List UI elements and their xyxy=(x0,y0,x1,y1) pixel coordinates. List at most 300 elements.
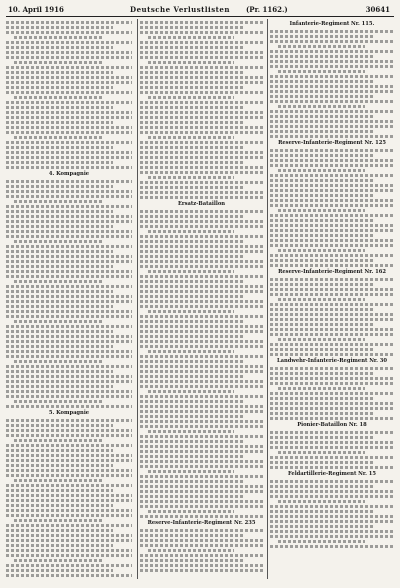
entry-line xyxy=(270,100,394,103)
entry-line xyxy=(6,569,113,572)
entry-line xyxy=(6,464,113,467)
entry-line xyxy=(6,434,132,437)
entry-line xyxy=(270,95,375,98)
entry-line xyxy=(6,180,132,183)
entry-line xyxy=(6,101,132,104)
entry-line xyxy=(14,96,102,99)
entry-line xyxy=(140,235,263,238)
entry-line xyxy=(140,405,263,408)
entry-line xyxy=(6,161,113,164)
entry-line xyxy=(6,469,132,472)
section-heading: 4. Kompagnie xyxy=(48,171,90,177)
entry-line xyxy=(14,240,102,243)
entry-line xyxy=(140,300,263,303)
entry-line xyxy=(6,230,132,233)
entry-line xyxy=(270,234,375,237)
entry-line xyxy=(140,365,263,368)
entry-line xyxy=(140,529,263,532)
entry-line xyxy=(6,86,113,89)
entry-line xyxy=(6,126,132,129)
entry-line xyxy=(140,375,245,378)
entry-line xyxy=(270,199,394,202)
entry-line xyxy=(148,350,234,353)
entry-line xyxy=(6,474,132,477)
entry-line xyxy=(6,375,132,378)
entry-line xyxy=(6,380,132,383)
entry-line xyxy=(6,275,132,278)
entry-line xyxy=(6,524,132,527)
entry-line xyxy=(6,71,113,74)
header-issue: (Pr. 1162.) xyxy=(246,5,288,14)
entry-line xyxy=(6,315,132,318)
entry-line xyxy=(278,249,365,252)
entry-line xyxy=(6,21,132,24)
entry-line xyxy=(270,505,394,508)
entry-line xyxy=(140,31,263,34)
entry-line xyxy=(6,111,132,114)
entry-line xyxy=(14,439,102,442)
entry-line xyxy=(140,569,263,572)
entry-line xyxy=(140,380,263,383)
entry-line xyxy=(14,61,102,64)
entry-line xyxy=(140,534,245,537)
entry-line xyxy=(278,298,365,301)
entry-line xyxy=(140,465,263,468)
entry-line xyxy=(140,395,263,398)
entry-line xyxy=(270,219,375,222)
entry-line xyxy=(140,400,245,403)
entry-line xyxy=(140,166,263,169)
entry-line xyxy=(6,215,132,218)
entry-line xyxy=(6,310,132,313)
entry-line xyxy=(270,490,394,493)
entry-line xyxy=(140,121,245,124)
entry-line xyxy=(6,121,113,124)
entry-line xyxy=(140,410,263,413)
entry-line xyxy=(270,407,394,410)
entry-line xyxy=(6,290,113,293)
entry-line xyxy=(270,431,394,434)
entry-line xyxy=(148,510,234,513)
entry-line xyxy=(6,330,113,333)
entry-line xyxy=(140,240,245,243)
entry-line xyxy=(140,290,263,293)
entry-line xyxy=(140,340,263,343)
entry-line xyxy=(270,120,394,123)
entry-line xyxy=(6,46,113,49)
entry-line xyxy=(270,441,394,444)
entry-line xyxy=(270,308,375,311)
entry-line xyxy=(140,330,263,333)
entry-line xyxy=(140,460,263,463)
page-header xyxy=(6,4,394,17)
entry-line xyxy=(6,270,132,273)
entry-line xyxy=(278,540,365,543)
entry-line xyxy=(270,485,375,488)
entry-line xyxy=(140,116,263,119)
entry-line xyxy=(140,111,263,114)
entry-line xyxy=(270,382,394,385)
entry-line xyxy=(140,250,263,253)
entry-line xyxy=(6,225,113,228)
entry-line xyxy=(140,385,263,388)
entry-line xyxy=(140,280,245,283)
entry-line xyxy=(270,214,394,217)
entry-line xyxy=(140,26,245,29)
entry-line xyxy=(6,51,132,54)
entry-line xyxy=(270,402,394,405)
entry-line xyxy=(140,370,263,373)
entry-line xyxy=(270,520,394,523)
entry-line xyxy=(140,86,245,89)
entry-line xyxy=(140,275,263,278)
entry-line xyxy=(6,529,113,532)
entry-line xyxy=(270,446,394,449)
entry-line xyxy=(148,176,234,179)
entry-line xyxy=(140,196,263,199)
entry-line xyxy=(148,136,234,139)
entry-line xyxy=(6,564,132,567)
entry-line xyxy=(140,475,263,478)
entry-line xyxy=(270,110,394,113)
entry-line xyxy=(6,395,132,398)
entry-line xyxy=(270,392,394,395)
section-heading: Ersatz-Bataillon xyxy=(177,201,226,207)
entry-line xyxy=(270,174,394,177)
entry-line xyxy=(6,265,113,268)
entry-line xyxy=(270,50,394,53)
entry-line xyxy=(270,189,394,192)
entry-line xyxy=(6,370,113,373)
entry-line xyxy=(148,61,234,64)
header-date: 10. April 1916 xyxy=(8,5,64,14)
entry-line xyxy=(6,300,132,303)
entry-line xyxy=(6,544,113,547)
entry-line xyxy=(140,559,245,562)
entry-line xyxy=(6,81,132,84)
entry-line xyxy=(270,278,394,281)
entry-line xyxy=(6,489,113,492)
entry-line xyxy=(140,480,245,483)
entry-line xyxy=(270,323,375,326)
entry-line xyxy=(6,574,132,577)
entry-line xyxy=(6,335,132,338)
entry-line xyxy=(6,365,132,368)
entry-line xyxy=(140,539,263,542)
entry-line xyxy=(270,495,394,498)
entry-line xyxy=(6,419,132,422)
entry-line xyxy=(140,435,263,438)
entry-line xyxy=(148,310,234,313)
entry-line xyxy=(6,210,113,213)
entry-line xyxy=(140,91,263,94)
entry-line xyxy=(6,66,132,69)
entry-line xyxy=(270,135,394,138)
entry-line xyxy=(140,46,245,49)
entry-line xyxy=(6,514,132,517)
section-heading: Reserve-Infanterie-Regiment Nr. 125 xyxy=(278,140,386,146)
entry-line xyxy=(6,41,132,44)
section-heading: Feldartillerie-Regiment Nr. 15 xyxy=(288,471,376,477)
entry-line xyxy=(140,490,263,493)
entry-line xyxy=(140,76,263,79)
entry-line xyxy=(270,90,394,93)
entry-line xyxy=(6,156,132,159)
entry-line xyxy=(270,530,394,533)
entry-line xyxy=(6,305,113,308)
entry-line xyxy=(14,200,102,203)
entry-line xyxy=(140,186,245,189)
entry-line xyxy=(140,161,245,164)
entry-line xyxy=(278,70,365,73)
entry-line xyxy=(270,159,394,162)
entry-line xyxy=(278,451,365,454)
entry-line xyxy=(278,338,365,341)
entry-line xyxy=(140,210,263,213)
entry-line xyxy=(6,539,132,542)
entry-line xyxy=(270,353,394,356)
entry-line xyxy=(148,390,234,393)
entry-line xyxy=(6,151,132,154)
entry-line xyxy=(270,149,394,152)
entry-line xyxy=(270,343,394,346)
entry-line xyxy=(140,355,263,358)
entry-line xyxy=(14,479,102,482)
entry-line xyxy=(6,235,132,238)
entry-line xyxy=(140,81,263,84)
entry-line xyxy=(6,350,132,353)
entry-line xyxy=(270,545,394,548)
entry-line xyxy=(140,191,263,194)
entry-line xyxy=(270,510,375,513)
entry-line xyxy=(270,328,394,331)
entry-line xyxy=(6,141,132,144)
entry-line xyxy=(14,559,102,562)
entry-line xyxy=(140,495,245,498)
entry-line xyxy=(270,283,375,286)
entry-line xyxy=(140,151,263,154)
entry-line xyxy=(6,146,113,149)
entry-line xyxy=(14,36,102,39)
header-page-number: 30641 xyxy=(365,5,390,14)
entry-line xyxy=(14,136,102,139)
entry-line xyxy=(6,91,132,94)
entry-line xyxy=(6,116,132,119)
entry-line xyxy=(270,130,375,133)
entry-line xyxy=(270,254,394,257)
entry-line xyxy=(6,429,132,432)
entry-line xyxy=(140,285,263,288)
entry-line xyxy=(140,71,245,74)
entry-line xyxy=(140,500,263,503)
entry-line xyxy=(270,55,375,58)
entry-line xyxy=(140,255,245,258)
entry-line xyxy=(270,194,375,197)
entry-line xyxy=(270,115,375,118)
entry-line xyxy=(140,56,263,59)
entry-line xyxy=(140,101,263,104)
entry-line xyxy=(270,313,394,316)
entry-line xyxy=(140,131,263,134)
entry-line xyxy=(14,280,102,283)
entry-line xyxy=(6,509,132,512)
entry-line xyxy=(270,466,394,469)
entry-line xyxy=(270,397,375,400)
entry-line xyxy=(140,440,245,443)
entry-line xyxy=(270,412,375,415)
entry-line xyxy=(6,195,132,198)
entry-line xyxy=(148,230,234,233)
entry-line xyxy=(14,360,102,363)
section-heading: Reserve-Infanterie-Regiment Nr. 162 xyxy=(278,269,386,275)
column-1 xyxy=(6,19,132,579)
entry-line xyxy=(140,51,263,54)
entry-line xyxy=(270,65,394,68)
entry-line xyxy=(6,390,132,393)
entry-line xyxy=(140,455,245,458)
entry-line xyxy=(140,66,263,69)
entry-line xyxy=(6,449,113,452)
entry-line xyxy=(6,166,132,169)
section-heading: Landwehr-Infanterie-Regiment Nr. 30 xyxy=(276,358,388,364)
entry-line xyxy=(14,400,102,403)
entry-line xyxy=(148,430,234,433)
entry-line xyxy=(6,454,132,457)
entry-line xyxy=(270,264,394,267)
entry-line xyxy=(270,60,394,63)
entry-line xyxy=(278,387,365,390)
entry-line xyxy=(270,30,394,33)
entry-line xyxy=(270,293,394,296)
entry-line xyxy=(140,345,263,348)
entry-line xyxy=(140,215,245,218)
entry-line xyxy=(140,325,263,328)
column-2 xyxy=(137,19,263,579)
entry-line xyxy=(270,75,394,78)
entry-line xyxy=(270,204,394,207)
entry-line xyxy=(270,525,375,528)
entry-line xyxy=(148,270,234,273)
entry-line xyxy=(6,220,132,223)
entry-line xyxy=(6,31,132,34)
entry-line xyxy=(270,239,394,242)
entry-line xyxy=(6,255,132,258)
entry-line xyxy=(6,190,132,193)
entry-line xyxy=(270,535,394,538)
entry-line xyxy=(140,445,263,448)
entry-line xyxy=(140,21,263,24)
entry-line xyxy=(140,181,263,184)
entry-line xyxy=(6,385,113,388)
entry-line xyxy=(140,425,263,428)
entry-line xyxy=(270,40,394,43)
entry-line xyxy=(6,459,132,462)
entry-line xyxy=(140,305,263,308)
entry-line xyxy=(6,340,132,343)
entry-line xyxy=(140,544,263,547)
entry-line xyxy=(6,325,132,328)
entry-line xyxy=(6,245,132,248)
entry-line xyxy=(140,415,245,418)
entry-line xyxy=(270,348,375,351)
entry-line xyxy=(270,164,394,167)
entry-line xyxy=(270,480,394,483)
entry-line xyxy=(6,205,132,208)
entry-line xyxy=(270,372,375,375)
entry-line xyxy=(270,229,394,232)
entry-line xyxy=(140,126,263,129)
entry-line xyxy=(270,461,375,464)
entry-line xyxy=(140,515,263,518)
entry-line xyxy=(270,333,394,336)
entry-line xyxy=(6,549,132,552)
entry-line xyxy=(270,367,394,370)
entry-line xyxy=(6,260,132,263)
entry-line xyxy=(270,515,394,518)
entry-line xyxy=(140,260,263,263)
entry-line xyxy=(140,554,263,557)
entry-line xyxy=(6,285,132,288)
entry-line xyxy=(140,335,245,338)
entry-line xyxy=(270,85,394,88)
entry-line xyxy=(278,45,365,48)
entry-line xyxy=(6,295,132,298)
entry-line xyxy=(270,224,394,227)
entry-line xyxy=(148,96,234,99)
entry-line xyxy=(14,519,102,522)
entry-line xyxy=(270,125,394,128)
entry-line xyxy=(270,436,375,439)
entry-line xyxy=(140,106,245,109)
entry-line xyxy=(148,470,234,473)
entry-line xyxy=(278,209,365,212)
entry-line xyxy=(6,504,113,507)
entry-line xyxy=(140,220,263,223)
entry-line xyxy=(6,26,113,29)
section-heading: Pionier-Bataillon Nr. 18 xyxy=(297,422,367,428)
entry-line xyxy=(270,244,394,247)
entry-line xyxy=(140,146,245,149)
entry-line xyxy=(6,250,113,253)
entry-line xyxy=(6,106,113,109)
entry-line xyxy=(6,405,132,408)
entry-line xyxy=(270,377,394,380)
entry-line xyxy=(6,424,113,427)
entry-line xyxy=(140,315,263,318)
entry-line xyxy=(140,295,245,298)
entry-line xyxy=(270,318,394,321)
entry-line xyxy=(6,185,113,188)
entry-line xyxy=(6,534,132,537)
entry-line xyxy=(140,245,263,248)
entry-line xyxy=(270,259,375,262)
entry-line xyxy=(278,169,365,172)
entry-line xyxy=(140,360,245,363)
entry-line xyxy=(270,303,394,306)
entry-line xyxy=(140,485,263,488)
entry-line xyxy=(6,345,113,348)
entry-line xyxy=(14,320,102,323)
entry-line xyxy=(278,500,365,503)
entry-line xyxy=(278,105,365,108)
entry-line xyxy=(270,456,394,459)
entry-line xyxy=(6,444,132,447)
entry-line xyxy=(6,76,132,79)
entry-line xyxy=(148,549,234,552)
entry-line xyxy=(140,225,263,228)
entry-line xyxy=(140,141,263,144)
entry-line xyxy=(140,265,263,268)
